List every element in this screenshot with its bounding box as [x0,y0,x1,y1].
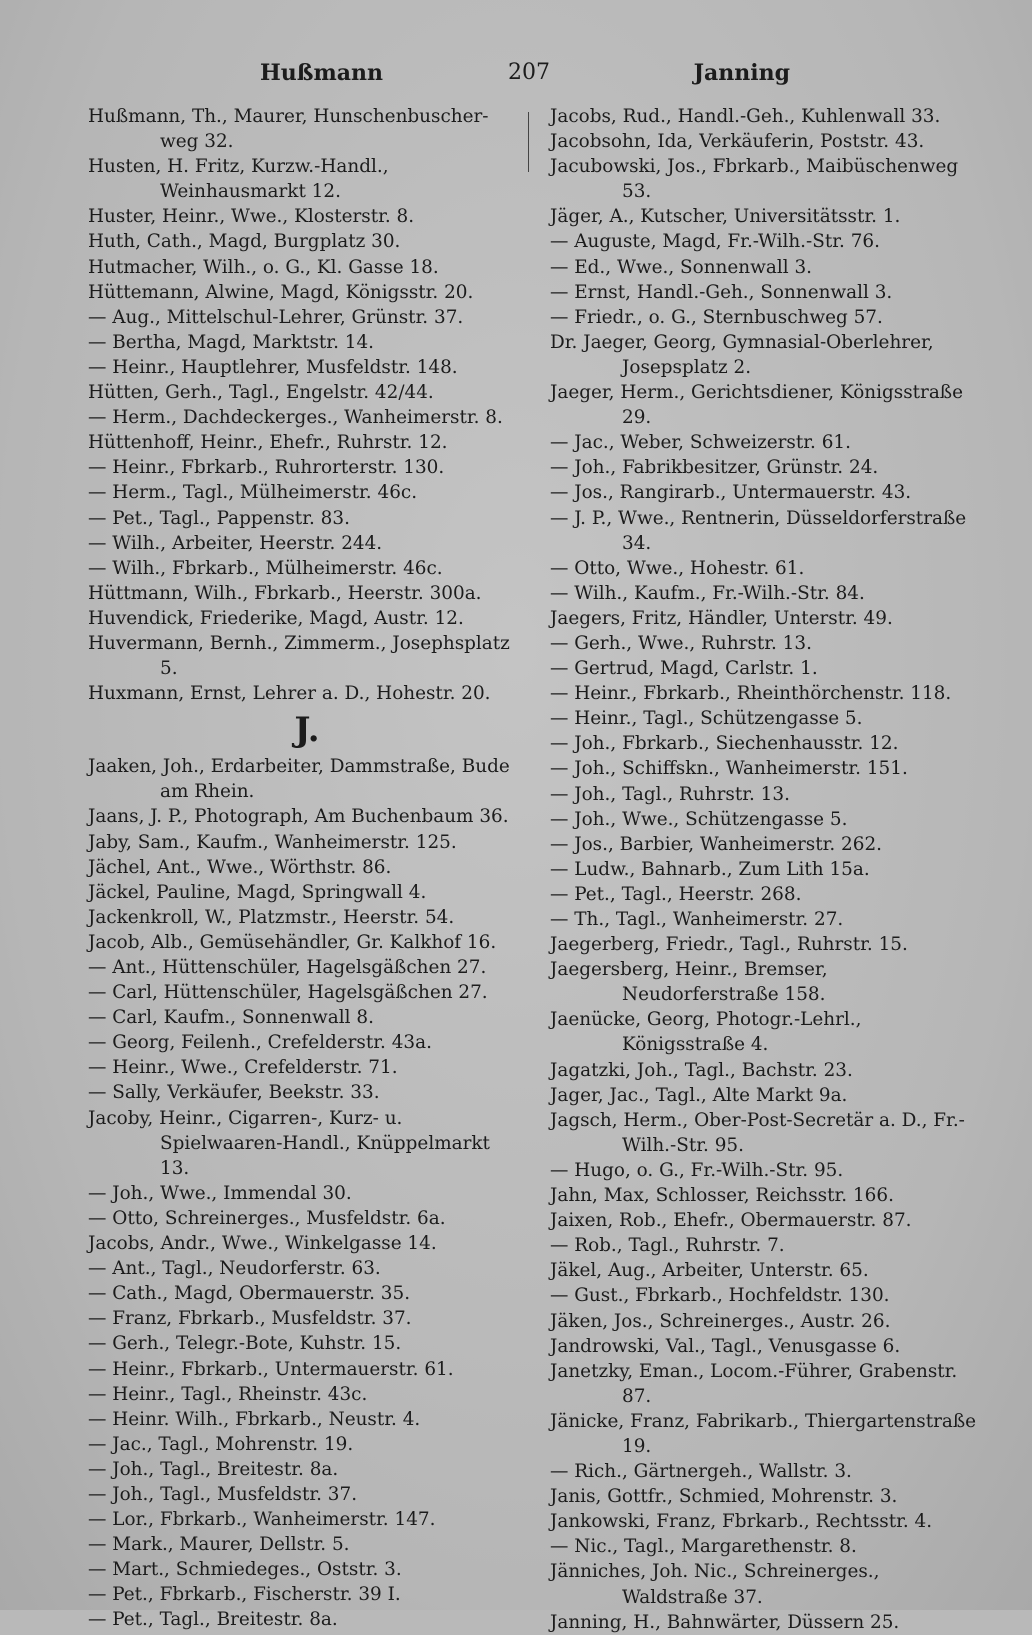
directory-entry: — Heinr. Wilh., Fbrkarb., Neustr. 4. [88,1408,421,1430]
directory-entry: — Joh., Fbrkarb., Siechenhausstr. 12. [550,733,899,755]
directory-entry: — Heinr., Fbrkarb., Rheinthörchenstr. 118. [550,683,952,705]
directory-entry: — Carl, Kaufm., Sonnenwall 8. [88,1007,374,1029]
directory-entry: Hutmacher, Wilh., o. G., Kl. Gasse 18. [88,256,439,278]
directory-entry: — Ant., Tagl., Neudorferstr. 63. [88,1258,381,1280]
directory-entry: Jagatzki, Joh., Tagl., Bachstr. 23. [550,1059,853,1081]
directory-entry: Jacobs, Rud., Handl.-Geh., Kuhlenwall 33. [550,106,941,127]
directory-entry: — Jos., Rangirarb., Untermauerstr. 43. [550,482,912,504]
directory-entry: — Ludw., Bahnarb., Zum Lith 15a. [550,858,870,880]
directory-entry: — Sally, Verkäufer, Beekstr. 33. [88,1082,380,1104]
directory-entry: — Pet., Tagl., Pappenstr. 83. [88,507,350,529]
directory-entry: — Aug., Mittelschul-Lehrer, Grünstr. 37. [88,306,464,328]
directory-entry: Janis, Gottfr., Schmied, Mohrenstr. 3. [550,1486,898,1508]
directory-entry: — Rob., Tagl., Ruhrstr. 7. [550,1235,785,1257]
directory-entry: — Otto, Schreinerges., Musfeldstr. 6a. [88,1207,446,1229]
page-number: 207 [508,60,550,85]
directory-entry: Husten, H. Fritz, Kurzw.-Handl., Weinhausmarkt 12. [88,156,389,203]
directory-entry: Hüttmann, Wilh., Fbrkarb., Heerstr. 300a. [88,582,482,604]
page-header [88,56,962,90]
directory-entry: — Jac., Weber, Schweizerstr. 61. [550,432,851,454]
column-divider [528,112,529,172]
directory-entry: — Otto, Wwe., Hohestr. 61. [550,557,805,579]
directory-entry: Jaegerberg, Friedr., Tagl., Ruhrstr. 15. [550,934,908,956]
directory-entry: — Pet., Tagl., Breitestr. 8a. [88,1609,338,1631]
directory-entry: — Heinr., Fbrkarb., Untermauerstr. 61. [88,1358,454,1380]
directory-entry: — Pet., Fbrkarb., Fischerstr. 39 I. [88,1584,401,1606]
directory-entry: — Joh., Tagl., Musfeldstr. 37. [88,1483,358,1505]
directory-entry: Jacobs, Andr., Wwe., Winkelgasse 14. [88,1233,437,1255]
directory-entry: — Wilh., Fbrkarb., Mülheimerstr. 46c. [88,557,443,579]
directory-entry: Jacobsohn, Ida, Verkäuferin, Poststr. 43. [550,131,925,153]
directory-entry: — Wilh., Arbeiter, Heerstr. 244. [88,532,383,554]
directory-entry: — Carl, Hüttenschüler, Hagelsgäßchen 27. [88,982,488,1004]
directory-entry: — Hugo, o. G., Fr.-Wilh.-Str. 95. [550,1159,844,1181]
directory-entry: Jäger, A., Kutscher, Universitätsstr. 1. [550,206,901,228]
directory-entry: — Lor., Fbrkarb., Wanheimerstr. 147. [88,1509,436,1531]
directory-entry: — Ernst, Handl.-Geh., Sonnenwall 3. [550,281,893,303]
directory-entry: Huvermann, Bernh., Zimmerm., Josephsplatz 5. [88,632,510,680]
directory-entry: Jacob, Alb., Gemüsehändler, Gr. Kalkhof 16. [88,931,497,953]
directory-entry: Huster, Heinr., Wwe., Klosterstr. 8. [88,206,415,228]
directory-entry: Hüttemann, Alwine, Magd, Königsstr. 20. [88,281,474,303]
directory-entry: Hütten, Gerh., Tagl., Engelstr. 42/44. [88,382,434,404]
directory-entry: Dr. Jaeger, Georg, Gymnasial-Oberlehrer, Josepsplatz 2. [550,331,934,378]
directory-entry: Hußmann, Th., Maurer, Hunschenbuscher-weg 32. [88,106,489,153]
directory-entry: — Mart., Schmiedeges., Oststr. 3. [88,1559,402,1581]
directory-entry: — Joh., Tagl., Ruhrstr. 13. [550,783,790,805]
left-column [88,104,516,1633]
directory-entry: — Th., Tagl., Wanheimerstr. 27. [550,909,844,930]
directory-entry: Jächel, Ant., Wwe., Wörthstr. 86. [88,856,392,878]
directory-entry: — Gust., Fbrkarb., Hochfeldstr. 130. [550,1285,890,1307]
directory-entry: — Heinr., Tagl., Rheinstr. 43c. [88,1383,368,1405]
directory-entry: Jäckel, Pauline, Magd, Springwall 4. [88,881,427,903]
directory-entry: Jäkel, Aug., Arbeiter, Unterstr. 65. [550,1260,869,1282]
directory-entry: — Heinr., Hauptlehrer, Musfeldstr. 148. [88,356,458,378]
directory-entry: Jacoby, Heinr., Cigarren-, Kurz- u. Spielwaaren-Handl., Knüppelmarkt 13. [88,1107,490,1179]
directory-entry: — Nic., Tagl., Margarethenstr. 8. [550,1536,857,1558]
directory-entry: — Bertha, Magd, Marktstr. 14. [88,331,375,353]
directory-entry: Jager, Jac., Tagl., Alte Markt 9a. [550,1084,848,1106]
directory-entry: — Mark., Maurer, Dellstr. 5. [88,1534,350,1556]
directory-entry: — Heinr., Tagl., Schützengasse 5. [550,708,863,730]
section-letter: J. [294,710,320,751]
directory-entry: — Franz, Fbrkarb., Musfeldstr. 37. [88,1308,412,1330]
directory-entry: Janning, H., Bahnwärter, Düssern 25. [550,1611,900,1633]
header-left-keyword: Hußmann [260,60,384,86]
directory-entry: — Georg, Feilenh., Crefelderstr. 43a. [88,1032,432,1054]
directory-entry: Jankowski, Franz, Fbrkarb., Rechtsstr. 4. [550,1511,933,1533]
directory-entry: — Ant., Hüttenschüler, Hagelsgäßchen 27. [88,957,487,978]
directory-entry: — Joh., Tagl., Breitestr. 8a. [88,1458,339,1480]
directory-entry: Jaby, Sam., Kaufm., Wanheimerstr. 125. [88,831,457,853]
directory-entry: Janetzky, Eman., Locom.-Führer, Grabenstr. 87. [550,1360,958,1407]
directory-entry: — Heinr., Fbrkarb., Ruhrorterstr. 130. [88,457,445,479]
directory-entry: Jaixen, Rob., Ehefr., Obermauerstr. 87. [550,1210,912,1232]
directory-entry: Jaegers, Fritz, Händler, Unterstr. 49. [550,607,893,629]
directory-entry: Jagsch, Herm., Ober-Post-Secretär a. D., Fr.-Wilh.-Str. 95. [550,1109,965,1156]
directory-entry: — Jos., Barbier, Wanheimerstr. 262. [550,833,882,855]
directory-entry: Jandrowski, Val., Tagl., Venusgasse 6. [550,1335,901,1357]
directory-entry: Jaegersberg, Heinr., Bremser, Neudorferstraße 158. [550,959,828,1006]
directory-entry: — Joh., Fabrikbesitzer, Grünstr. 24. [550,457,879,479]
directory-entry: Jacubowski, Jos., Fbrkarb., Maibüschenweg 53. [550,156,959,203]
right-column [550,104,978,1635]
directory-entry: — Joh., Wwe., Schützengasse 5. [550,808,848,830]
directory-entry: Jaans, J. P., Photograph, Am Buchenbaum 36. [88,806,509,828]
directory-entry: — Pet., Tagl., Heerstr. 268. [550,883,802,905]
directory-entry: Huth, Cath., Magd, Burgplatz 30. [88,231,401,253]
directory-entry: — Cath., Magd, Obermauerstr. 35. [88,1283,411,1305]
directory-entry: Huxmann, Ernst, Lehrer a. D., Hohestr. 20. [88,683,491,705]
directory-entry: Jänicke, Franz, Fabrikarb., Thiergartenstraße 19. [550,1410,977,1457]
directory-entry: — Herm., Tagl., Mülheimerstr. 46c. [88,482,418,504]
directory-entry: — Gerh., Wwe., Ruhrstr. 13. [550,632,812,654]
directory-entry: — J. P., Wwe., Rentnerin, Düsseldorferstraße 34. [550,507,967,554]
directory-entry: Jäken, Jos., Schreinerges., Austr. 26. [550,1310,891,1332]
directory-entry: — Joh., Schiffskn., Wanheimerstr. 151. [550,758,908,780]
directory-entry: — Friedr., o. G., Sternbuschweg 57. [550,306,883,328]
directory-entry: — Auguste, Magd, Fr.-Wilh.-Str. 76. [550,231,880,253]
directory-entry: — Heinr., Wwe., Crefelderstr. 71. [88,1057,398,1079]
directory-entry: Hüttenhoff, Heinr., Ehefr., Ruhrstr. 12. [88,432,448,454]
directory-entry: — Ed., Wwe., Sonnenwall 3. [550,256,812,278]
directory-entry: — Gertrud, Magd, Carlstr. 1. [550,658,818,680]
directory-entry: — Gerh., Telegr.-Bote, Kuhstr. 15. [88,1333,402,1355]
directory-entry: — Wilh., Kaufm., Fr.-Wilh.-Str. 84. [550,582,865,604]
directory-entry: — Jac., Tagl., Mohrenstr. 19. [88,1433,354,1455]
directory-entry: — Joh., Wwe., Immendal 30. [88,1182,352,1204]
directory-entry: Jackenkroll, W., Platzmstr., Heerstr. 54. [88,906,455,928]
directory-entry: Jänniches, Joh. Nic., Schreinerges., Waldstraße 37. [550,1561,880,1608]
directory-entry: Jaeger, Herm., Gerichtsdiener, Königsstraße 29. [550,382,963,429]
directory-entry: Jaaken, Joh., Erdarbeiter, Dammstraße, Bude am Rhein. [88,756,510,803]
directory-entry: — Rich., Gärtnergeh., Wallstr. 3. [550,1461,852,1483]
directory-entry: Jahn, Max, Schlosser, Reichsstr. 166. [550,1185,894,1207]
directory-entry: — Herm., Dachdeckerges., Wanheimerstr. 8. [88,407,503,429]
header-right-keyword: Janning [693,60,790,86]
directory-entry: Huvendick, Friederike, Magd, Austr. 12. [88,607,464,629]
directory-entry: Jaenücke, Georg, Photogr.-Lehrl., Königsstraße 4. [550,1009,862,1056]
